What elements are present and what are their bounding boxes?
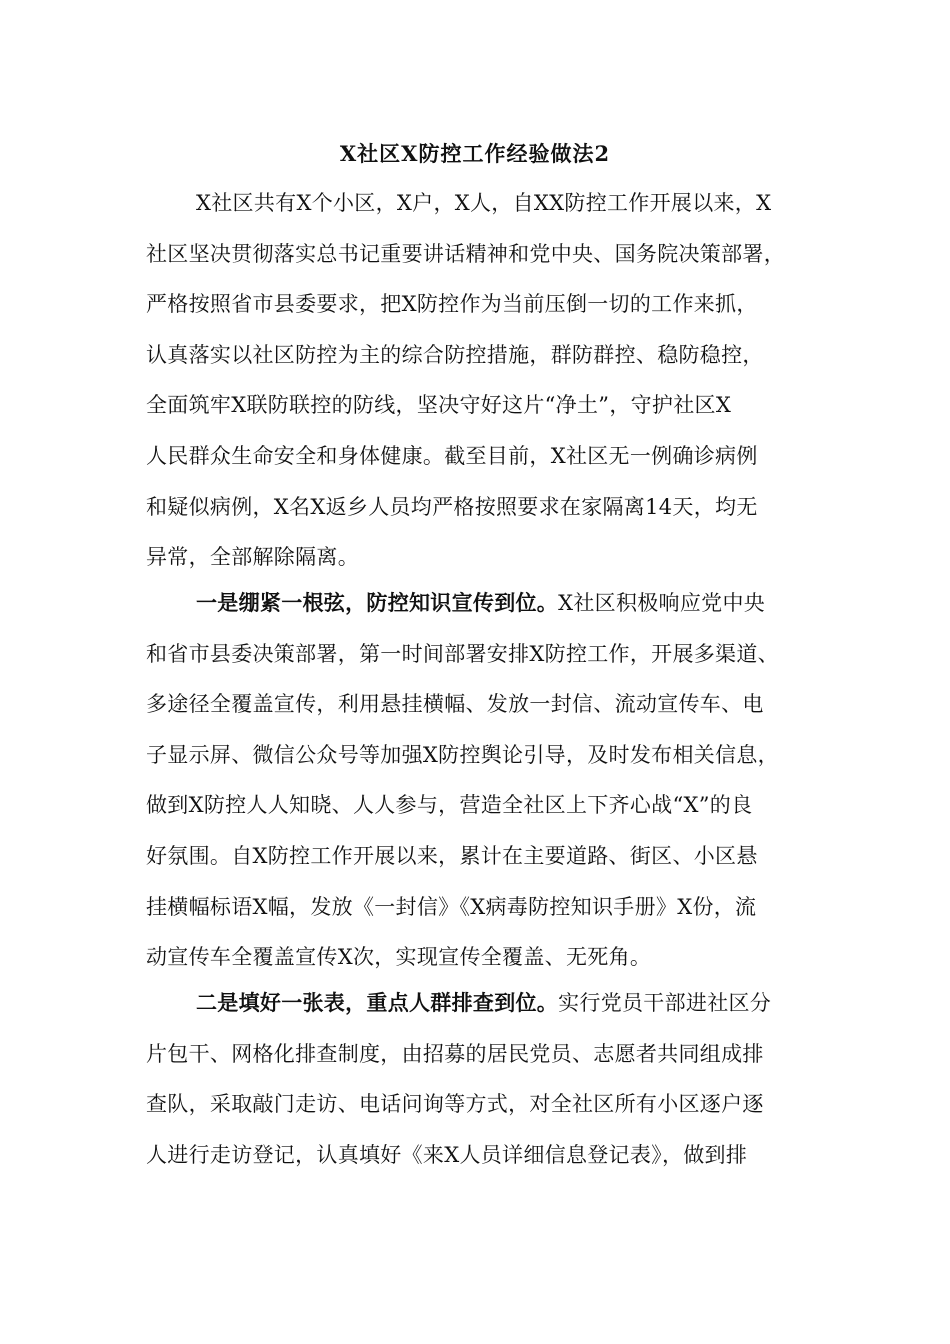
- text-line: 人民群众生命安全和身体健康。截至目前，X社区无一例确诊病例: [146, 443, 758, 468]
- document-title: X社区X防控工作经验做法2: [339, 141, 611, 166]
- text-line: 多途径全覆盖宣传，利用悬挂横幅、发放一封信、流动宣传车、电: [146, 692, 764, 717]
- text-line: X社区共有X个小区，X户，X人，自XX防控工作开展以来，X: [196, 191, 772, 215]
- text-line: 片包干、网格化排查制度，由招募的居民党员、志愿者共同组成排: [146, 1041, 764, 1066]
- text-line: 动宣传车全覆盖宣传X次，实现宣传全覆盖、无死角。: [146, 945, 652, 970]
- paragraph-intro: [146, 178, 824, 583]
- text-line: 子显示屏、微信公众号等加强X防控舆论引导，及时发布相关信息，: [146, 742, 779, 767]
- paragraph-lead: 一是绷紧一根弦，防控知识宣传到位。: [196, 590, 559, 615]
- text-line: [146, 578, 824, 629]
- paragraph-lead: 二是填好一张表，重点人群排查到位。: [196, 990, 559, 1015]
- text-line: 和省市县委决策部署，第一时间部署安排X防控工作，开展多渠道、: [146, 641, 779, 666]
- paragraph-lead-rest: X社区积极响应党中央: [558, 591, 766, 615]
- text-line: 社区坚决贯彻落实总书记重要讲话精神和党中央、国务院决策部署，: [146, 241, 785, 266]
- text-line: 认真落实以社区防控为主的综合防控措施，群防群控、稳防稳控，: [146, 342, 764, 367]
- text-line: [146, 978, 824, 1029]
- paragraph-screening: [146, 978, 824, 1180]
- paragraph-publicity: [146, 578, 824, 983]
- text-line: 好氛围。自X防控工作开展以来，累计在主要道路、街区、小区悬: [146, 843, 758, 868]
- text-line: 查队，采取敲门走访、电话问询等方式，对全社区所有小区逐户逐: [146, 1092, 764, 1117]
- text-line: 人进行走访登记，认真填好《来X人员详细信息登记表》，做到排: [146, 1142, 748, 1167]
- text-line: 全面筑牢X联防联控的防线，坚决守好这片“净土”，守护社区X: [146, 393, 732, 418]
- text-line: 挂横幅标语X幅，发放《一封信》《X病毒防控知识手册》X份，流: [146, 894, 757, 919]
- text-line: 和疑似病例，X名X返乡人员均严格按照要求在家隔离14天，均无: [146, 494, 758, 519]
- text-line: 严格按照省市县委要求，把X防控作为当前压倒一切的工作来抓，: [146, 292, 758, 317]
- text-line: 做到X防控人人知晓、人人参与，营造全社区上下齐心战“X”的良: [146, 793, 753, 818]
- paragraph-lead-rest: 实行党员干部进社区分: [558, 991, 772, 1015]
- text-line: 异常，全部解除隔离。: [146, 545, 359, 570]
